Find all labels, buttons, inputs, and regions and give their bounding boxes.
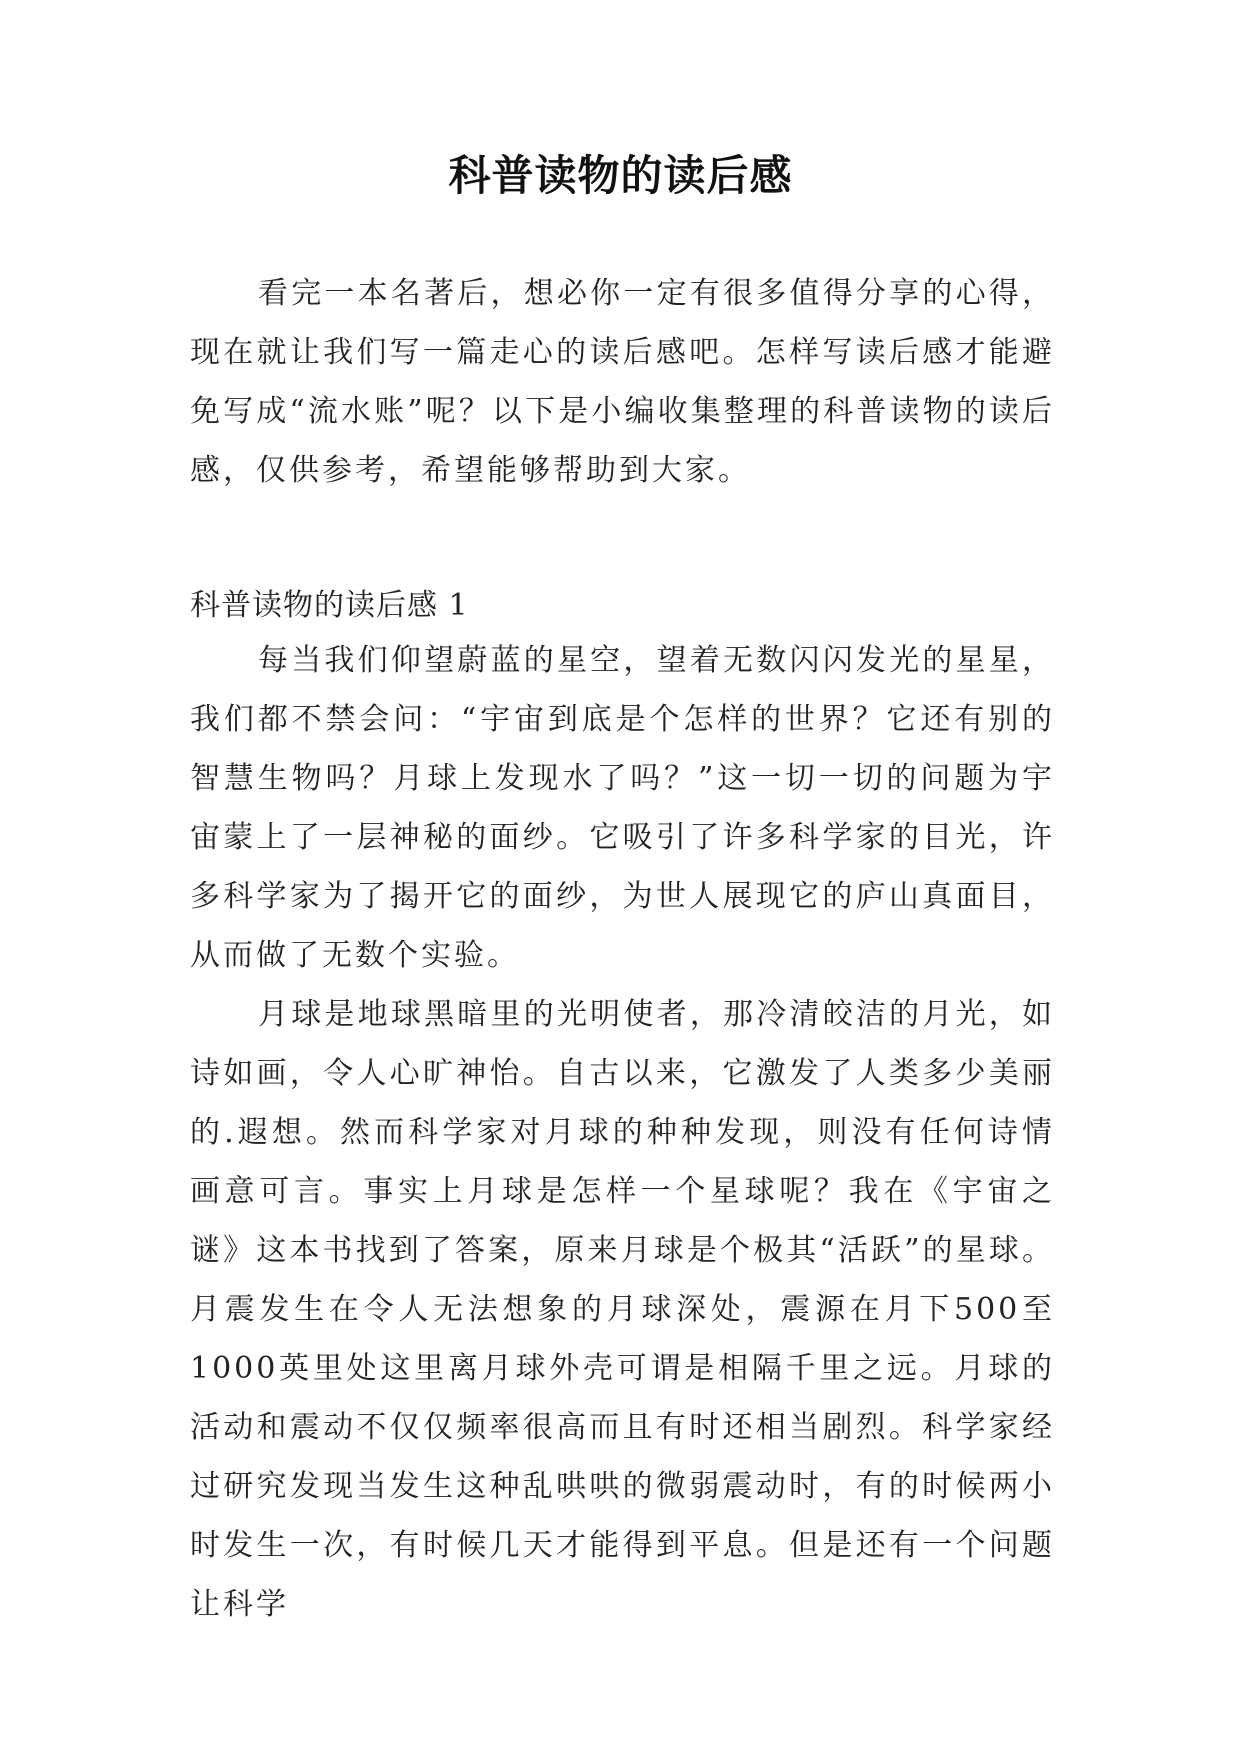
page-title: 科普读物的读后感 [448,151,793,200]
article-paragraph: 月球是地球黑暗里的光明使者，那冷清皎洁的月光，如诗如画，令人心旷神怡。自古以来，它激发了人类多少美丽的.遐想。然而科学家对月球的种种发现，则没有任何诗情画意可言。事实上月球是怎样一个星球呢？我在《宇宙之谜》这本书找到了答案，原来月球是个极其“活跃”的星球。月震发生在令人无法想象的月球深处，震源在月下500至1000英里处这里离月球外壳可谓是相隔千里之远。月球的活动和震动不仅仅频率很高而且有时还相当剧烈。科学家经过研究发现当发生这种乱哄哄的微弱震动时，有的时候两小时发生一次，有时候几天才能得到平息。但是还有一个问题让科学 [190,997,1055,1622]
article-body [190,631,1055,1634]
article-paragraph: 每当我们仰望蔚蓝的星空，望着无数闪闪发光的星星，我们都不禁会问：“宇宙到底是个怎样的世界？它还有别的智慧生物吗？月球上发现水了吗？”这一切一切的问题为宇宙蒙上了一层神秘的面纱。它吸引了许多科学家的目光，许多科学家为了揭开它的面纱，为世人展现它的庐山真面目，从而做了无数个实验。 [190,643,1055,973]
section-heading: 科普读物的读后感 1 [190,588,469,623]
intro-paragraph: 看完一本名著后，想必你一定有很多值得分享的心得，现在就让我们写一篇走心的读后感吧。怎样写读后感才能避免写成“流水账”呢？以下是小编收集整理的科普读物的读后感，仅供参考，希望能够帮助到大家。 [190,276,1055,488]
intro-block [190,264,1055,500]
